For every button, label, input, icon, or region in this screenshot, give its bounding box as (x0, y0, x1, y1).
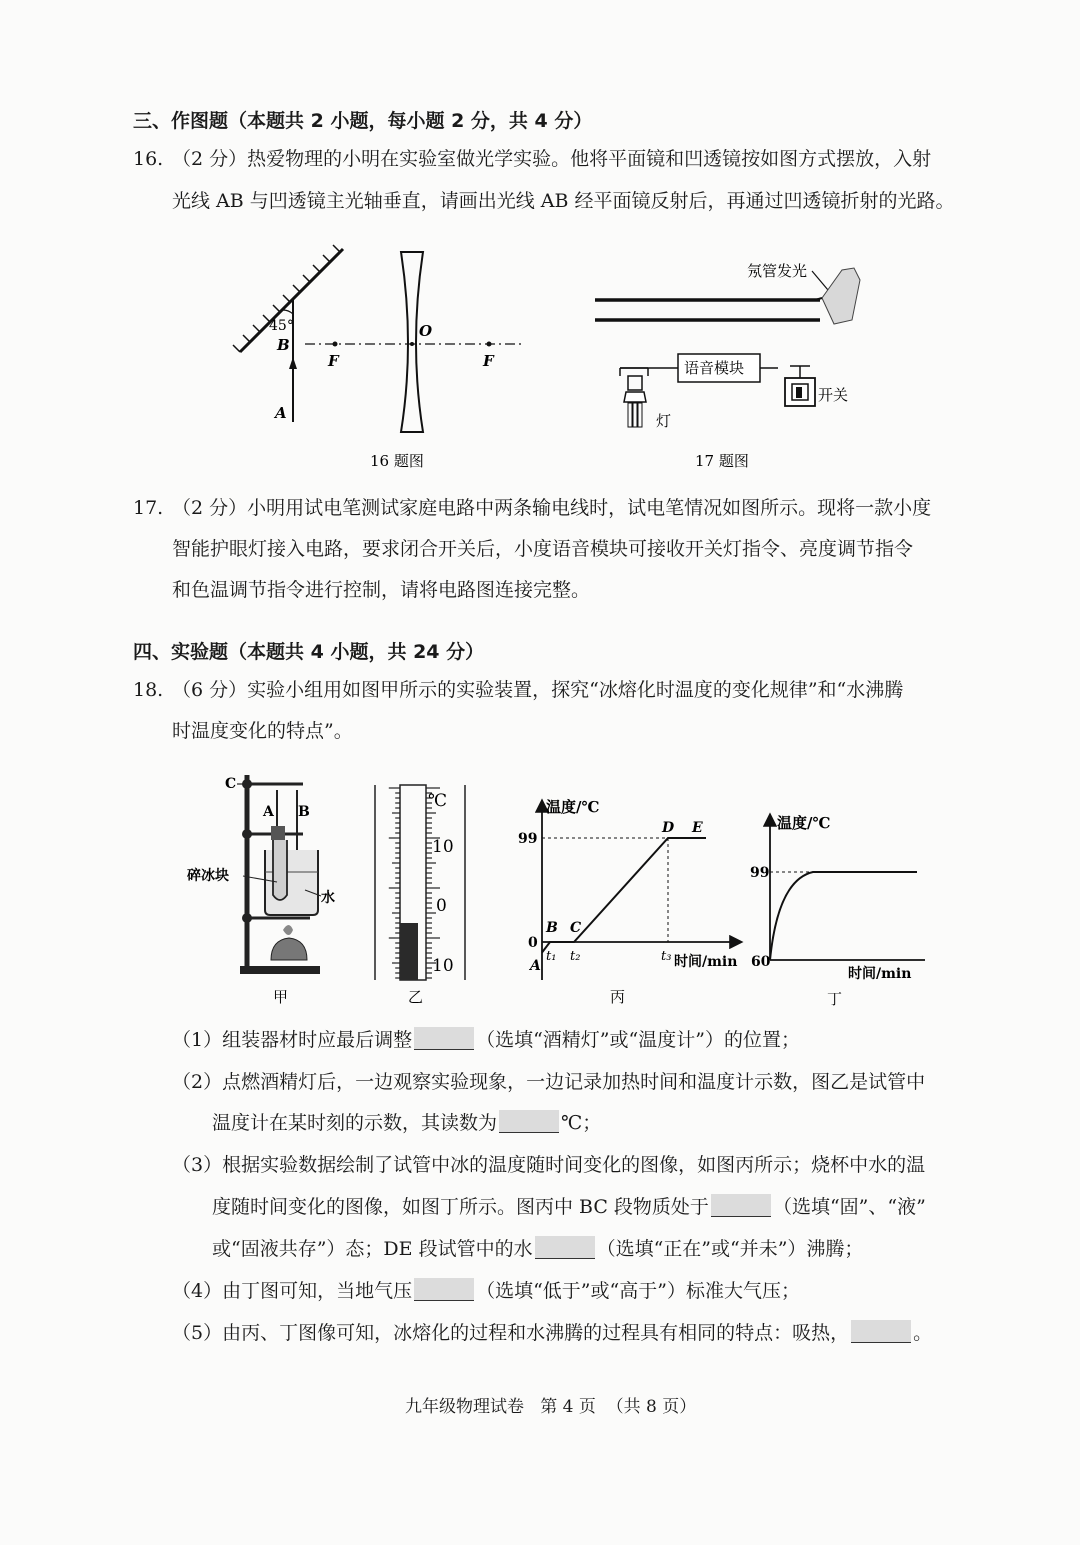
water-label: 水 (321, 890, 335, 906)
sub-question-2-line1: （2）点燃酒精灯后，一边观察实验现象，一边记录加热时间和温度计示数，图乙是试管中 (172, 1071, 926, 1093)
sub-text: （5）由丙、丁图像可知，冰熔化的过程和水沸腾的过程具有相同的特点：吸热， (172, 1322, 850, 1344)
figure-jia-apparatus (185, 770, 345, 1010)
question-text-line: （2 分）小明用试电笔测试家庭电路中两条输电线时，试电笔情况如图所示。现将一款小度 (172, 497, 932, 519)
y-tick-0: 0 (528, 935, 538, 951)
question-text-line: 时温度变化的特点”。 (172, 720, 353, 742)
angle-arc (282, 310, 293, 314)
answer-blank[interactable] (414, 1278, 474, 1301)
figure-ding-caption: 丁 (827, 990, 843, 1008)
figure-16-caption: 16 题图 (370, 452, 424, 470)
liquid-column (400, 923, 418, 980)
y-tick-99: 99 (518, 831, 538, 847)
page-footer: 九年级物理试卷 第 4 页 （共 8 页） (405, 1397, 697, 1417)
sub-text: ℃； (561, 1112, 602, 1134)
sub-text: （选填“固”、“液” (772, 1196, 926, 1218)
neon-label: 氖管发光 (747, 262, 808, 280)
unit-label: ℃ (428, 791, 448, 811)
angle-label: 45° (269, 318, 294, 334)
y-tick-99: 99 (750, 865, 770, 881)
focal-label-right: F (483, 352, 494, 370)
lamp-label: 灯 (656, 412, 672, 430)
answer-blank[interactable] (535, 1236, 595, 1259)
point-b: B (546, 920, 558, 936)
sub-text: （选填“低于”或“高于”）标准大气压； (476, 1280, 800, 1302)
section-title-3: 三、作图题（本题共 2 小题，每小题 2 分，共 4 分） (133, 110, 593, 132)
point-a: A (530, 958, 541, 974)
tick-label-0: 0 (436, 896, 447, 916)
origin-label: 60 (751, 954, 771, 970)
label-b: B (298, 804, 310, 820)
ice-label: 碎冰块 (187, 868, 229, 884)
answer-blank[interactable] (711, 1194, 771, 1217)
answer-blank[interactable] (851, 1320, 911, 1343)
figure-ding-chart (745, 810, 945, 1010)
figure-17 (590, 250, 880, 480)
voice-module-label: 语音模块 (684, 359, 745, 377)
sub-question-2-line2 (212, 1103, 1052, 1144)
ray-arrow (289, 357, 297, 369)
question-text-line: 智能护眼灯接入电路，要求闭合开关后，小度语音模块可接收开关灯指令、亮度调节指令 (172, 538, 914, 560)
lamp-icon (620, 368, 648, 427)
point-e: E (692, 820, 703, 836)
x-tick-t1: t₁ (546, 949, 557, 964)
tick-label-10-bottom: 10 (432, 956, 454, 976)
focal-label-left: F (328, 352, 339, 370)
figure-16 (225, 232, 545, 482)
sub-text: （选填“正在”或“并未”）沸腾； (596, 1238, 864, 1260)
x-axis-label: 时间/min (674, 954, 738, 970)
point-a-label: A (275, 404, 287, 422)
label-c: C (225, 776, 237, 792)
answer-blank[interactable] (414, 1027, 474, 1050)
sub-question-1 (172, 1020, 1012, 1061)
test-pen-hand-icon (815, 268, 860, 324)
sub-question-3-line1: （3）根据实验数据绘制了试管中冰的温度随时间变化的图像，如图丙所示；烧杯中水的温 (172, 1154, 926, 1176)
figure-jia-caption: 甲 (273, 988, 289, 1006)
stand-base (240, 966, 320, 974)
focal-point-left (333, 342, 338, 347)
point-c: C (570, 920, 582, 936)
sub-text: （选填“酒精灯”或“温度计”）的位置； (476, 1029, 800, 1051)
point-b-label: B (277, 336, 290, 354)
question-number: 18. (133, 679, 164, 701)
sub-text: （1）组装器材时应最后调整 (172, 1029, 413, 1051)
question-text-line: 光线 AB 与凹透镜主光轴垂直，请画出光线 AB 经平面镜反射后，再通过凹透镜折射的光路。 (172, 190, 955, 212)
switch-label: 开关 (818, 386, 849, 404)
sub-text: 度随时间变化的图像，如图丁所示。图丙中 BC 段物质处于 (212, 1196, 709, 1218)
sub-text: 或“固液共存”）态；DE 段试管中的水 (212, 1238, 533, 1260)
y-axis-label: 温度/℃ (546, 798, 600, 816)
y-axis-label: 温度/℃ (777, 814, 831, 832)
sub-text: 。 (913, 1322, 933, 1344)
x-tick-t2: t₂ (570, 949, 581, 964)
section-title-4: 四、实验题（本题共 4 小题，共 24 分） (133, 641, 485, 663)
tick-label-10-top: 10 (432, 837, 454, 857)
point-d: D (662, 820, 675, 836)
optical-center (410, 342, 414, 346)
switch-icon (785, 366, 815, 406)
label-a: A (263, 804, 274, 820)
figure-bing-caption: 丙 (610, 988, 626, 1006)
sub-question-5 (172, 1313, 1012, 1354)
question-text-line: （6 分）实验小组用如图甲所示的实验装置，探究“冰熔化时温度的变化规律”和“水沸腾 (172, 679, 904, 701)
sub-question-4 (172, 1271, 1012, 1312)
figure-bing-chart (510, 790, 750, 1010)
figure-17-caption: 17 题图 (695, 452, 749, 470)
x-axis-label: 时间/min (848, 966, 912, 982)
alcohol-lamp (271, 938, 307, 960)
sub-text: 温度计在某时刻的示数，其读数为 (212, 1112, 498, 1134)
series-line (542, 838, 706, 953)
question-text-line: 和色温调节指令进行控制，请将电路图连接完整。 (172, 579, 591, 601)
figure-yi-caption: 乙 (408, 988, 424, 1006)
flame-icon (283, 925, 293, 935)
focal-point-right (487, 342, 492, 347)
question-number: 17. (133, 497, 164, 519)
question-number: 16. (133, 148, 164, 170)
sub-question-3-line2 (212, 1187, 1052, 1228)
stopper (271, 826, 285, 840)
sub-text: （4）由丁图可知，当地气压 (172, 1280, 413, 1302)
answer-blank[interactable] (499, 1110, 559, 1133)
figure-yi-thermometer (370, 780, 480, 1010)
series-line (770, 872, 917, 960)
test-tube (273, 840, 287, 900)
x-tick-t3: t₃ (661, 949, 672, 964)
sub-question-3-line3 (212, 1229, 1052, 1270)
question-text-line: （2 分）热爱物理的小明在实验室做光学实验。他将平面镜和凹透镜按如图方式摆放，入射 (172, 148, 932, 170)
center-label: O (419, 322, 433, 340)
